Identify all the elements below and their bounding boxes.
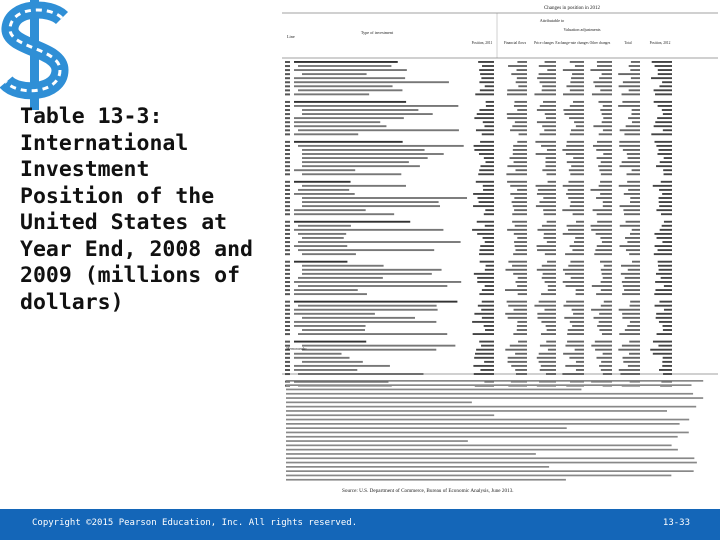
table-subheader-attributable: Attributable to — [539, 18, 565, 23]
table-row — [285, 173, 672, 175]
table-row — [285, 109, 672, 111]
footnote-line — [286, 479, 566, 481]
table-row — [285, 125, 672, 127]
table-row — [285, 117, 672, 119]
table-row — [285, 205, 672, 207]
footnote-line — [286, 419, 689, 421]
table-row — [285, 353, 672, 355]
footnote-line — [286, 393, 693, 395]
table-row — [285, 93, 672, 95]
table-column-header: Other changes — [589, 41, 611, 45]
footnote-line — [286, 475, 671, 477]
footnote-line — [286, 466, 549, 468]
footnote-line — [286, 462, 697, 464]
table-row — [285, 141, 672, 143]
table-row — [285, 221, 672, 223]
table-column-header: Position, 2011 — [471, 41, 493, 45]
table-row — [285, 369, 672, 371]
table-row — [285, 61, 672, 63]
table-row — [285, 161, 672, 163]
table-row — [285, 305, 672, 307]
table-row — [285, 245, 672, 247]
table-row — [285, 361, 672, 363]
table-row — [285, 201, 672, 203]
table-subheader-valuation: Valuation adjustments — [563, 27, 601, 32]
table-row — [285, 169, 672, 171]
table-row — [285, 189, 672, 191]
table-row — [285, 105, 672, 107]
footnote-line — [286, 453, 536, 455]
footnote-line — [286, 470, 694, 472]
table-row — [285, 345, 672, 347]
table-row — [285, 329, 672, 331]
table-memoranda: Memoranda: — [286, 346, 307, 351]
table-row — [285, 237, 672, 239]
table-row — [285, 333, 672, 335]
table-row — [285, 261, 672, 263]
table-row — [285, 325, 672, 327]
table-row — [285, 277, 672, 279]
table-row — [285, 253, 672, 255]
footer-bar — [0, 509, 720, 540]
footnote-line — [286, 436, 678, 438]
table-row — [285, 269, 672, 271]
table-row — [285, 225, 672, 227]
table-col-line: Line — [287, 34, 295, 39]
table-row — [285, 77, 672, 79]
table-source: Source: U.S. Department of Commerce, Bureau of Economic Analysis, June 2013. — [342, 488, 514, 494]
table-row — [285, 265, 672, 267]
table-col-type: Type of investment — [360, 30, 394, 35]
table-row — [285, 89, 672, 91]
footnote-line — [286, 406, 696, 408]
table-row — [285, 213, 672, 215]
footnote-line — [286, 457, 694, 459]
table-row — [285, 309, 672, 311]
table-column-header: Price changes — [534, 41, 554, 45]
table-row — [285, 321, 672, 323]
table-row — [285, 233, 672, 235]
table-row — [285, 193, 672, 195]
table-row — [285, 149, 672, 151]
table-image — [282, 0, 718, 509]
slide-title: Table 13-3: International Investment Position of the United States at Year End, 2008 and 2009 (millions of dollars) — [20, 104, 253, 315]
table-row — [285, 165, 672, 167]
footnote-line — [286, 432, 689, 434]
table-row — [285, 357, 672, 359]
table-row — [285, 181, 672, 183]
footnote-line — [286, 397, 703, 399]
table-row — [285, 229, 672, 231]
footnote-line — [286, 445, 672, 447]
table-row — [285, 249, 672, 251]
table-row — [285, 101, 672, 103]
table-row — [285, 85, 672, 87]
table-row — [285, 289, 672, 291]
table-column-header: Exchange-rate changes — [555, 41, 589, 45]
table-row — [285, 341, 672, 343]
footnote-line — [286, 427, 567, 429]
table-row — [285, 185, 672, 187]
table-header-changes: Changes in position in 2012 — [543, 6, 601, 11]
footnote-line — [286, 449, 678, 451]
table-row — [285, 209, 672, 211]
table-row — [285, 241, 672, 243]
footnote-line — [286, 423, 680, 425]
table-row — [285, 145, 672, 147]
footnote-line — [286, 410, 667, 412]
table-row — [285, 317, 672, 319]
table-column-header: Financial flows — [503, 41, 527, 45]
footnote-line — [286, 384, 691, 386]
footnote-line — [286, 389, 581, 391]
table-row — [285, 313, 672, 315]
copyright-text: Copyright ©2015 Pearson Education, Inc. All rights reserved. — [32, 518, 358, 528]
table-row — [285, 197, 672, 199]
table-row — [285, 281, 672, 283]
dollar-sign-logo-icon — [0, 0, 74, 110]
table-row — [285, 365, 672, 367]
table-column-header: Total — [624, 41, 632, 45]
footnote-line — [286, 402, 472, 404]
table-row — [285, 293, 672, 295]
table-row — [285, 73, 672, 75]
page-number: 13-33 — [662, 518, 690, 528]
table-row — [285, 153, 672, 155]
table-row — [285, 301, 672, 303]
table-row — [285, 121, 672, 123]
footnote-line — [286, 380, 703, 382]
table-row — [285, 157, 672, 159]
table-row — [285, 81, 672, 83]
table-row — [285, 285, 672, 287]
table-row — [285, 113, 672, 115]
footnote-line — [286, 440, 468, 442]
table-row — [285, 349, 672, 351]
table-column-header: Position, 2012 — [649, 41, 671, 45]
table-row — [285, 129, 672, 131]
table-row — [285, 273, 672, 275]
footnote-line — [286, 414, 494, 416]
table-row — [285, 133, 672, 135]
table-row — [285, 65, 672, 67]
table-row — [285, 69, 672, 71]
